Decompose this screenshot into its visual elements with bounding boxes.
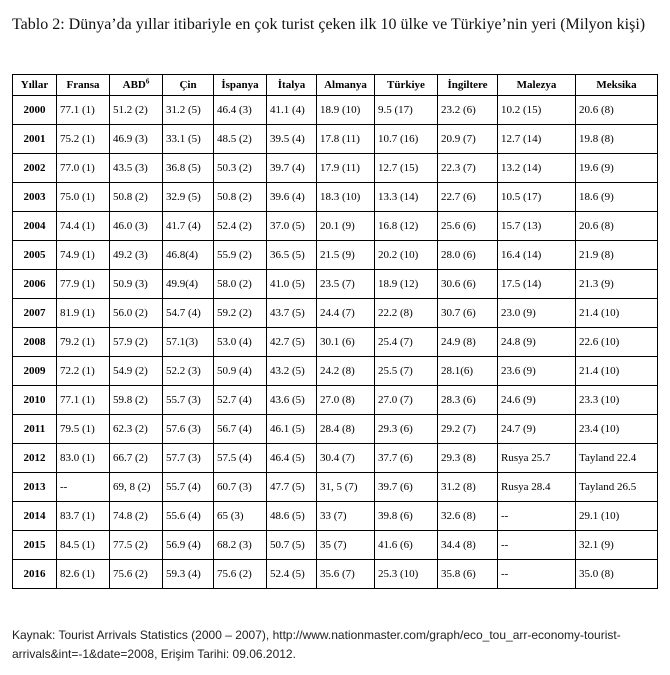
value-cell: 35.8 (6) [438, 560, 498, 589]
header-meksika: Meksika [576, 75, 658, 96]
value-cell: 10.5 (17) [498, 183, 576, 212]
value-cell: 77.1 (1) [57, 96, 110, 125]
value-cell: 41.0 (5) [267, 270, 317, 299]
value-cell: 41.1 (4) [267, 96, 317, 125]
value-cell: 42.7 (5) [267, 328, 317, 357]
value-cell: 12.7 (14) [498, 125, 576, 154]
value-cell: 83.0 (1) [57, 444, 110, 473]
value-cell: 37.0 (5) [267, 212, 317, 241]
value-cell: 52.7 (4) [214, 386, 267, 415]
value-cell: 46.4 (5) [267, 444, 317, 473]
value-cell: 84.5 (1) [57, 531, 110, 560]
value-cell: 57.9 (2) [110, 328, 163, 357]
value-cell: 48.6 (5) [267, 502, 317, 531]
value-cell: 24.9 (8) [438, 328, 498, 357]
value-cell: 21.3 (9) [576, 270, 658, 299]
value-cell: 22.7 (6) [438, 183, 498, 212]
table-row [13, 212, 658, 241]
value-cell: -- [498, 560, 576, 589]
table-row [13, 125, 658, 154]
tourism-table [12, 74, 658, 589]
table-row [13, 386, 658, 415]
value-cell: 20.9 (7) [438, 125, 498, 154]
value-cell: 56.0 (2) [110, 299, 163, 328]
value-cell: 50.7 (5) [267, 531, 317, 560]
value-cell: 21.5 (9) [317, 241, 375, 270]
value-cell: 47.7 (5) [267, 473, 317, 502]
value-cell: 27.0 (8) [317, 386, 375, 415]
table-row [13, 299, 658, 328]
value-cell: 39.8 (6) [375, 502, 438, 531]
value-cell: 29.1 (10) [576, 502, 658, 531]
table-row [13, 270, 658, 299]
value-cell: 10.7 (16) [375, 125, 438, 154]
value-cell: 34.4 (8) [438, 531, 498, 560]
header-italya: İtalya [267, 75, 317, 96]
value-cell: 41.6 (6) [375, 531, 438, 560]
value-cell: 77.0 (1) [57, 154, 110, 183]
value-cell: 65 (3) [214, 502, 267, 531]
value-cell: 74.9 (1) [57, 241, 110, 270]
table-row [13, 328, 658, 357]
value-cell: 75.6 (2) [214, 560, 267, 589]
year-cell: 2005 [13, 241, 57, 270]
value-cell: 32.6 (8) [438, 502, 498, 531]
value-cell: 20.2 (10) [375, 241, 438, 270]
value-cell: 36.8 (5) [163, 154, 214, 183]
value-cell: 50.8 (2) [214, 183, 267, 212]
value-cell: 49.2 (3) [110, 241, 163, 270]
value-cell: 59.3 (4) [163, 560, 214, 589]
value-cell: 10.2 (15) [498, 96, 576, 125]
table-row [13, 96, 658, 125]
value-cell: 16.4 (14) [498, 241, 576, 270]
value-cell: Tayland 26.5 [576, 473, 658, 502]
value-cell: 54.9 (2) [110, 357, 163, 386]
value-cell: 35.6 (7) [317, 560, 375, 589]
value-cell: 77.1 (1) [57, 386, 110, 415]
value-cell: 30.1 (6) [317, 328, 375, 357]
value-cell: 25.5 (7) [375, 357, 438, 386]
value-cell: 55.7 (4) [163, 473, 214, 502]
value-cell: 48.5 (2) [214, 125, 267, 154]
year-cell: 2009 [13, 357, 57, 386]
value-cell: 17.5 (14) [498, 270, 576, 299]
value-cell: 20.1 (9) [317, 212, 375, 241]
value-cell: 16.8 (12) [375, 212, 438, 241]
value-cell: 81.9 (1) [57, 299, 110, 328]
value-cell: 50.3 (2) [214, 154, 267, 183]
value-cell: 43.6 (5) [267, 386, 317, 415]
value-cell: 24.2 (8) [317, 357, 375, 386]
value-cell: 55.9 (2) [214, 241, 267, 270]
table-row [13, 154, 658, 183]
value-cell: 62.3 (2) [110, 415, 163, 444]
value-cell: 39.7 (4) [267, 154, 317, 183]
year-cell: 2007 [13, 299, 57, 328]
value-cell: 13.3 (14) [375, 183, 438, 212]
value-cell: 41.7 (4) [163, 212, 214, 241]
value-cell: 49.9(4) [163, 270, 214, 299]
value-cell: 53.0 (4) [214, 328, 267, 357]
value-cell: -- [498, 531, 576, 560]
value-cell: 46.8(4) [163, 241, 214, 270]
value-cell: 57.5 (4) [214, 444, 267, 473]
value-cell: 18.3 (10) [317, 183, 375, 212]
value-cell: 75.0 (1) [57, 183, 110, 212]
header-ingiltere: İngiltere [438, 75, 498, 96]
value-cell: 17.9 (11) [317, 154, 375, 183]
value-cell: 83.7 (1) [57, 502, 110, 531]
year-cell: 2000 [13, 96, 57, 125]
value-cell: 37.7 (6) [375, 444, 438, 473]
value-cell: 28.3 (6) [438, 386, 498, 415]
value-cell: 57.6 (3) [163, 415, 214, 444]
value-cell: 28.4 (8) [317, 415, 375, 444]
value-cell: 74.8 (2) [110, 502, 163, 531]
year-cell: 2016 [13, 560, 57, 589]
value-cell: 21.4 (10) [576, 357, 658, 386]
value-cell: 23.4 (10) [576, 415, 658, 444]
value-cell: 39.5 (4) [267, 125, 317, 154]
value-cell: Tayland 22.4 [576, 444, 658, 473]
value-cell: 30.7 (6) [438, 299, 498, 328]
value-cell: 24.7 (9) [498, 415, 576, 444]
year-cell: 2011 [13, 415, 57, 444]
value-cell: 25.4 (7) [375, 328, 438, 357]
value-cell: 21.4 (10) [576, 299, 658, 328]
table-row [13, 183, 658, 212]
value-cell: 82.6 (1) [57, 560, 110, 589]
value-cell: 32.1 (9) [576, 531, 658, 560]
value-cell: 19.6 (9) [576, 154, 658, 183]
year-cell: 2004 [13, 212, 57, 241]
value-cell: 23.2 (6) [438, 96, 498, 125]
value-cell: 39.7 (6) [375, 473, 438, 502]
value-cell: -- [498, 502, 576, 531]
value-cell: 77.5 (2) [110, 531, 163, 560]
value-cell: 59.8 (2) [110, 386, 163, 415]
value-cell: -- [57, 473, 110, 502]
value-cell: 24.8 (9) [498, 328, 576, 357]
value-cell: 31, 5 (7) [317, 473, 375, 502]
value-cell: 69, 8 (2) [110, 473, 163, 502]
header-ispanya: İspanya [214, 75, 267, 96]
value-cell: 46.9 (3) [110, 125, 163, 154]
value-cell: 22.3 (7) [438, 154, 498, 183]
year-cell: 2001 [13, 125, 57, 154]
value-cell: 22.2 (8) [375, 299, 438, 328]
value-cell: 33 (7) [317, 502, 375, 531]
value-cell: 12.7 (15) [375, 154, 438, 183]
value-cell: 17.8 (11) [317, 125, 375, 154]
value-cell: 43.7 (5) [267, 299, 317, 328]
value-cell: 52.2 (3) [163, 357, 214, 386]
value-cell: 68.2 (3) [214, 531, 267, 560]
value-cell: 9.5 (17) [375, 96, 438, 125]
value-cell: 22.6 (10) [576, 328, 658, 357]
value-cell: 20.6 (8) [576, 96, 658, 125]
value-cell: 57.7 (3) [163, 444, 214, 473]
table-row [13, 415, 658, 444]
year-cell: 2013 [13, 473, 57, 502]
value-cell: 28.1(6) [438, 357, 498, 386]
table-row [13, 531, 658, 560]
value-cell: 66.7 (2) [110, 444, 163, 473]
value-cell: 56.7 (4) [214, 415, 267, 444]
year-cell: 2006 [13, 270, 57, 299]
value-cell: 51.2 (2) [110, 96, 163, 125]
table-row [13, 357, 658, 386]
value-cell: 52.4 (5) [267, 560, 317, 589]
table-row [13, 444, 658, 473]
value-cell: 29.3 (8) [438, 444, 498, 473]
value-cell: 54.7 (4) [163, 299, 214, 328]
value-cell: 39.6 (4) [267, 183, 317, 212]
value-cell: 29.2 (7) [438, 415, 498, 444]
table-body [13, 96, 658, 589]
value-cell: 30.4 (7) [317, 444, 375, 473]
value-cell: 13.2 (14) [498, 154, 576, 183]
table-caption: Tablo 2: Dünya’da yıllar itibariyle en çok turist çeken ilk 10 ülke ve Türkiye’nin yeri (Milyon kişi) [12, 16, 646, 33]
table-row [13, 560, 658, 589]
header-row [13, 75, 658, 96]
value-cell: 58.0 (2) [214, 270, 267, 299]
value-cell: 28.0 (6) [438, 241, 498, 270]
value-cell: 33.1 (5) [163, 125, 214, 154]
header-almanya: Almanya [317, 75, 375, 96]
header-abd-label: ABD [122, 79, 146, 91]
value-cell: 46.4 (3) [214, 96, 267, 125]
value-cell: 46.0 (3) [110, 212, 163, 241]
value-cell: 79.5 (1) [57, 415, 110, 444]
year-cell: 2002 [13, 154, 57, 183]
value-cell: 27.0 (7) [375, 386, 438, 415]
value-cell: 46.1 (5) [267, 415, 317, 444]
value-cell: 25.3 (10) [375, 560, 438, 589]
value-cell: 23.5 (7) [317, 270, 375, 299]
header-abd-footnote: 6 [145, 77, 150, 86]
value-cell: 25.6 (6) [438, 212, 498, 241]
value-cell: 21.9 (8) [576, 241, 658, 270]
value-cell: 56.9 (4) [163, 531, 214, 560]
value-cell: 55.7 (3) [163, 386, 214, 415]
year-cell: 2010 [13, 386, 57, 415]
value-cell: 55.6 (4) [163, 502, 214, 531]
table-row [13, 473, 658, 502]
value-cell: 77.9 (1) [57, 270, 110, 299]
header-abd [110, 75, 163, 96]
value-cell: 24.4 (7) [317, 299, 375, 328]
value-cell: 35 (7) [317, 531, 375, 560]
year-cell: 2012 [13, 444, 57, 473]
value-cell: 24.6 (9) [498, 386, 576, 415]
value-cell: 36.5 (5) [267, 241, 317, 270]
value-cell: 50.8 (2) [110, 183, 163, 212]
value-cell: 31.2 (8) [438, 473, 498, 502]
header-fransa: Fransa [57, 75, 110, 96]
value-cell: 50.9 (4) [214, 357, 267, 386]
value-cell: 18.9 (12) [375, 270, 438, 299]
value-cell: 20.6 (8) [576, 212, 658, 241]
value-cell: 19.8 (8) [576, 125, 658, 154]
table-row [13, 241, 658, 270]
source-note: Kaynak: Tourist Arrivals Statistics (2000 – 2007), http://www.nationmaster.com/graph/eco_tou_arr-economy-tourist-arrivals&int=-1&date=2008, Erişim Tarihi: 09.06.2012. [12, 628, 621, 661]
value-cell: 75.6 (2) [110, 560, 163, 589]
value-cell: Rusya 28.4 [498, 473, 576, 502]
year-cell: 2008 [13, 328, 57, 357]
value-cell: 32.9 (5) [163, 183, 214, 212]
value-cell: 18.6 (9) [576, 183, 658, 212]
value-cell: 75.2 (1) [57, 125, 110, 154]
header-cin: Çin [163, 75, 214, 96]
value-cell: 60.7 (3) [214, 473, 267, 502]
header-turkiye: Türkiye [375, 75, 438, 96]
value-cell: 23.3 (10) [576, 386, 658, 415]
value-cell: 79.2 (1) [57, 328, 110, 357]
table-row [13, 502, 658, 531]
value-cell: 23.6 (9) [498, 357, 576, 386]
year-cell: 2015 [13, 531, 57, 560]
value-cell: Rusya 25.7 [498, 444, 576, 473]
value-cell: 15.7 (13) [498, 212, 576, 241]
value-cell: 74.4 (1) [57, 212, 110, 241]
value-cell: 31.2 (5) [163, 96, 214, 125]
value-cell: 52.4 (2) [214, 212, 267, 241]
header-years: Yıllar [13, 75, 57, 96]
value-cell: 30.6 (6) [438, 270, 498, 299]
value-cell: 57.1(3) [163, 328, 214, 357]
value-cell: 43.5 (3) [110, 154, 163, 183]
value-cell: 50.9 (3) [110, 270, 163, 299]
value-cell: 35.0 (8) [576, 560, 658, 589]
value-cell: 23.0 (9) [498, 299, 576, 328]
year-cell: 2014 [13, 502, 57, 531]
year-cell: 2003 [13, 183, 57, 212]
value-cell: 59.2 (2) [214, 299, 267, 328]
value-cell: 29.3 (6) [375, 415, 438, 444]
value-cell: 43.2 (5) [267, 357, 317, 386]
value-cell: 18.9 (10) [317, 96, 375, 125]
value-cell: 72.2 (1) [57, 357, 110, 386]
header-malezya: Malezya [498, 75, 576, 96]
